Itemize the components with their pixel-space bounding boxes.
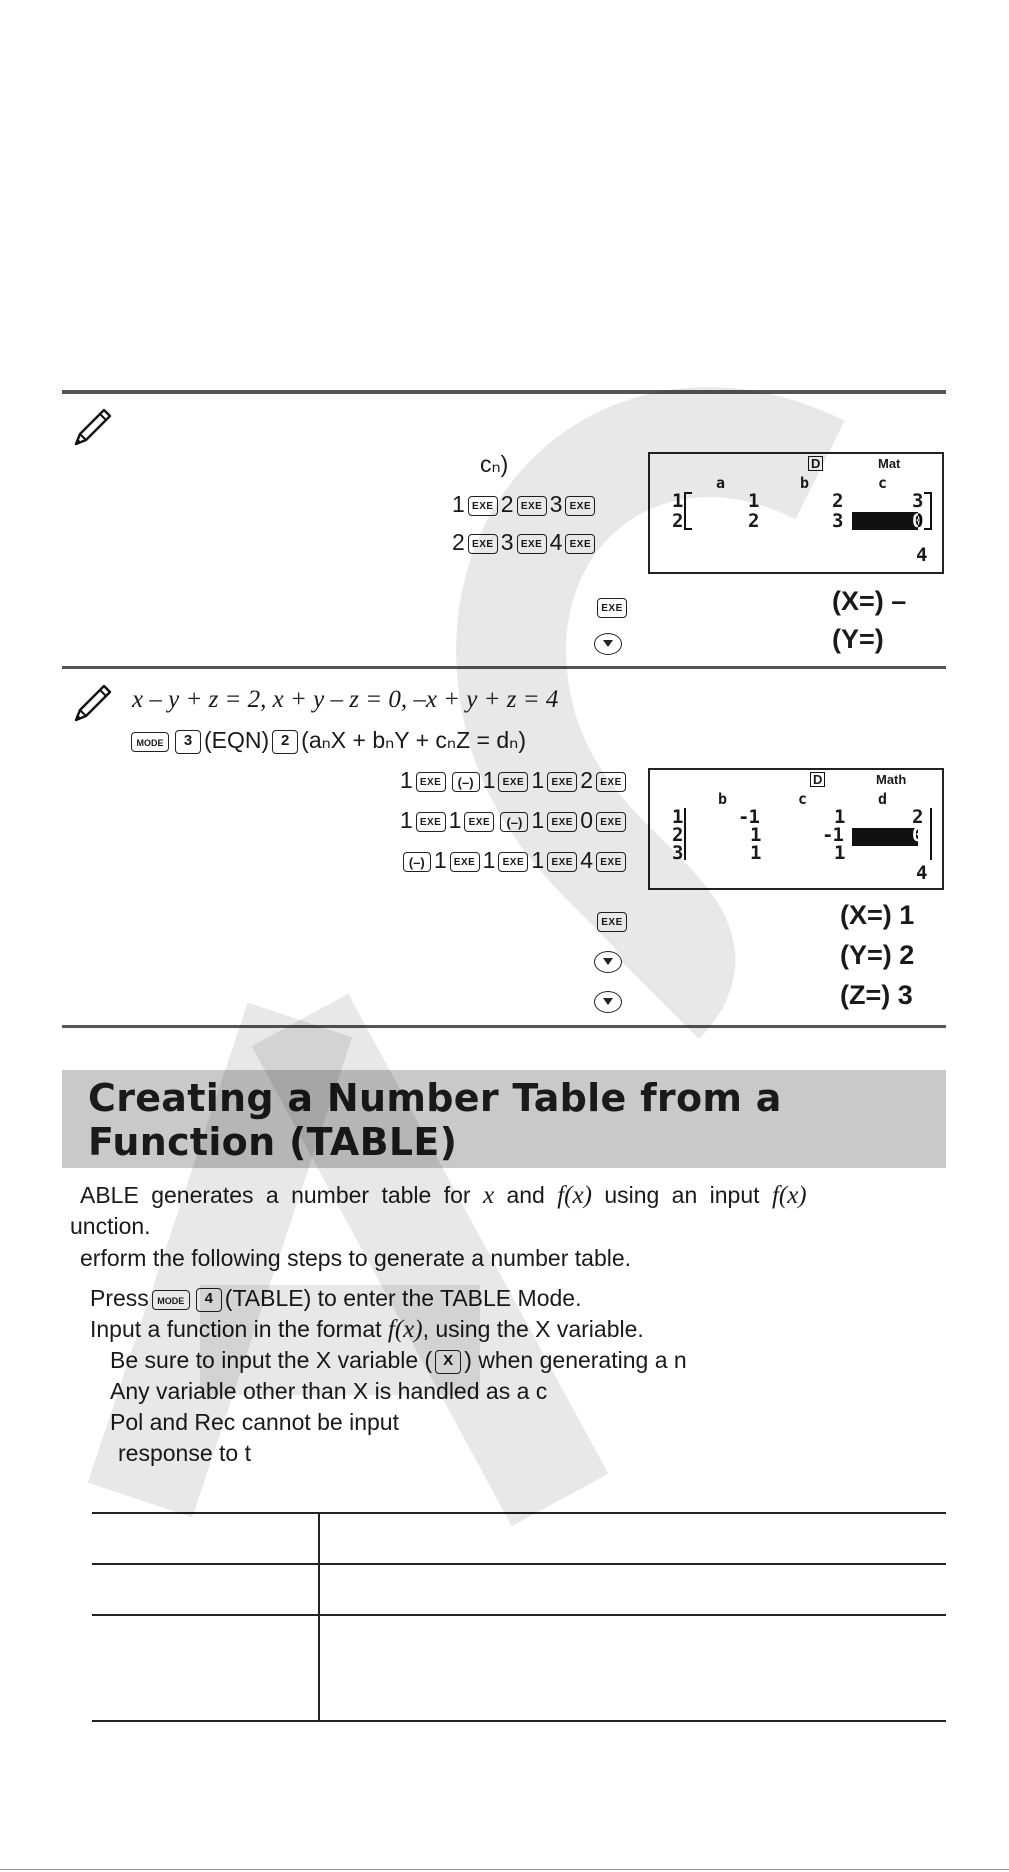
table-column-divider bbox=[318, 1512, 320, 1722]
negative-key[interactable]: (–) bbox=[403, 852, 431, 872]
value: 1 bbox=[531, 807, 545, 833]
value: 1 bbox=[531, 767, 545, 793]
example2-keys-row1 bbox=[400, 766, 629, 794]
exe-key[interactable]: EXE bbox=[416, 812, 446, 832]
result-y: (Y=) 2 bbox=[840, 940, 915, 970]
pencil-icon bbox=[70, 680, 116, 726]
cell-b1: -1 bbox=[738, 806, 759, 828]
mode-key[interactable]: MODE bbox=[152, 1290, 190, 1310]
pencil-icon bbox=[70, 404, 116, 450]
value: 1 bbox=[482, 767, 496, 793]
calculator-display-1 bbox=[648, 452, 944, 574]
cell-d2: 0 bbox=[912, 824, 923, 846]
mode-key[interactable]: MODE bbox=[131, 732, 169, 752]
exe-key[interactable]: EXE bbox=[547, 852, 577, 872]
exe-key[interactable]: EXE bbox=[565, 534, 595, 554]
section-heading bbox=[88, 1076, 782, 1164]
example2-down-press-2 bbox=[594, 986, 622, 1014]
value-3: 3 bbox=[549, 491, 563, 517]
matrix-bracket-right bbox=[926, 808, 932, 860]
cursor-block bbox=[852, 828, 918, 846]
intro-line-2: unction. bbox=[70, 1213, 151, 1239]
result-y: (Y=) bbox=[832, 624, 884, 654]
row-index-3: 3 bbox=[672, 842, 683, 864]
exe-key[interactable]: EXE bbox=[596, 852, 626, 872]
column-a: a bbox=[716, 474, 726, 492]
table-top-border bbox=[92, 1512, 946, 1514]
cell-1-2: 2 bbox=[832, 490, 843, 512]
result-z: (Z=) 3 bbox=[840, 980, 913, 1010]
negative-key[interactable]: (–) bbox=[500, 812, 528, 832]
down-arrow-key[interactable] bbox=[594, 991, 622, 1013]
exe-key[interactable]: EXE bbox=[547, 772, 577, 792]
cell-2-3: 0 bbox=[912, 510, 923, 532]
exe-key[interactable]: EXE bbox=[547, 812, 577, 832]
example2-keys-row3 bbox=[400, 846, 629, 874]
exe-key[interactable]: EXE bbox=[498, 852, 528, 872]
section-heading-band bbox=[62, 1070, 946, 1168]
column-c: c bbox=[878, 474, 888, 492]
table-row-divider bbox=[92, 1563, 946, 1565]
cell-d1: 2 bbox=[912, 806, 923, 828]
mode-indicator: Mat bbox=[878, 456, 901, 471]
bullet-2: Any variable other than X is handled as a c bbox=[110, 1378, 548, 1404]
value: 0 bbox=[580, 807, 593, 833]
value: 1 bbox=[448, 807, 462, 833]
down-arrow-key[interactable] bbox=[594, 633, 622, 655]
page-edge bbox=[0, 1869, 1009, 1870]
exe-key[interactable]: EXE bbox=[450, 852, 480, 872]
down-arrow-key[interactable] bbox=[594, 951, 622, 973]
input-value: 4 bbox=[916, 544, 927, 566]
table-bottom-border bbox=[92, 1720, 946, 1722]
cell-c3: 1 bbox=[834, 842, 845, 864]
d-indicator: D bbox=[810, 772, 825, 787]
example1-coef-note: cₙ) bbox=[480, 451, 509, 477]
negative-key[interactable]: (–) bbox=[452, 772, 480, 792]
value-3: 4 bbox=[549, 529, 563, 555]
value: 1 bbox=[399, 767, 413, 793]
heading-line-2: Function (TABLE) bbox=[88, 1120, 458, 1164]
exe-key[interactable]: EXE bbox=[596, 772, 626, 792]
middle-rule bbox=[62, 666, 946, 669]
step-1: Press MODE 4 (TABLE) to enter the TABLE Mode. bbox=[90, 1285, 582, 1311]
value-1: 2 bbox=[452, 529, 465, 555]
x-key[interactable]: X bbox=[435, 1350, 461, 1374]
bullet-3: Pol and Rec cannot be input bbox=[110, 1409, 399, 1435]
cell-2-2: 3 bbox=[832, 510, 843, 532]
cursor-block bbox=[852, 512, 918, 530]
value-2: 3 bbox=[500, 529, 514, 555]
column-d: d bbox=[878, 790, 888, 808]
bottom-rule bbox=[62, 1025, 946, 1028]
exe-key[interactable]: EXE bbox=[498, 772, 528, 792]
result-x: (X=) 1 bbox=[840, 900, 915, 930]
value-2: 2 bbox=[500, 491, 514, 517]
cell-1-1: 1 bbox=[748, 490, 759, 512]
cell-b2: 1 bbox=[750, 824, 761, 846]
value-1: 1 bbox=[452, 491, 465, 517]
row-index-1: 1 bbox=[672, 806, 683, 828]
value: 4 bbox=[580, 847, 593, 873]
example2-keys-row2 bbox=[400, 806, 629, 834]
exe-key[interactable]: EXE bbox=[464, 812, 494, 832]
result-x: (X=) – bbox=[832, 586, 907, 616]
matrix-bracket-right bbox=[924, 492, 932, 530]
example2-equations: x – y + z = 2, x + y – z = 0, –x + y + z = 4 bbox=[132, 686, 559, 713]
row-index-1: 1 bbox=[672, 490, 683, 512]
value: 1 bbox=[531, 847, 545, 873]
row-index-2: 2 bbox=[672, 824, 683, 846]
bullet-4: response to t bbox=[118, 1440, 251, 1466]
calculator-display-2 bbox=[648, 768, 944, 890]
exe-key[interactable]: EXE bbox=[596, 812, 626, 832]
column-c: c bbox=[798, 790, 808, 808]
bullet-1: Be sure to input the X variable ( X ) when generating a n bbox=[110, 1347, 687, 1373]
value: 1 bbox=[482, 847, 496, 873]
top-rule bbox=[62, 390, 946, 394]
exe-key[interactable]: EXE bbox=[517, 534, 547, 554]
key-3[interactable]: 3 bbox=[175, 730, 201, 754]
matrix-bracket-left bbox=[684, 808, 690, 860]
exe-key[interactable]: EXE bbox=[517, 496, 547, 516]
cell-2-1: 2 bbox=[748, 510, 759, 532]
cell-1-3: 3 bbox=[912, 490, 923, 512]
example1-keys-row2 bbox=[452, 528, 598, 556]
step-2: Input a function in the format f(x), using the X variable. bbox=[90, 1316, 644, 1343]
d-indicator: D bbox=[808, 456, 823, 471]
cell-c1: 1 bbox=[834, 806, 845, 828]
exe-key[interactable]: EXE bbox=[597, 598, 627, 618]
cell-c2: -1 bbox=[822, 824, 843, 846]
exe-key[interactable]: EXE bbox=[416, 772, 446, 792]
matrix-bracket-left bbox=[684, 492, 692, 530]
key-4[interactable]: 4 bbox=[196, 1288, 222, 1312]
intro-line-3: erform the following steps to generate a number table. bbox=[80, 1245, 632, 1271]
heading-line-1: Creating a Number Table from a bbox=[88, 1076, 782, 1120]
value: 1 bbox=[433, 847, 447, 873]
eqn-label: (EQN) bbox=[204, 727, 270, 753]
row-index-2: 2 bbox=[672, 510, 683, 532]
exe-key[interactable]: EXE bbox=[468, 496, 498, 516]
intro-line-1: ABLE generates a number table for x and f(x) using an input f(x) bbox=[80, 1182, 807, 1209]
column-b: b bbox=[800, 474, 810, 492]
value: 2 bbox=[580, 767, 593, 793]
input-value: 4 bbox=[916, 862, 927, 884]
key-2[interactable]: 2 bbox=[272, 730, 298, 754]
exe-key[interactable]: EXE bbox=[468, 534, 498, 554]
value: 1 bbox=[399, 807, 413, 833]
column-b: b bbox=[718, 790, 728, 808]
example1-down-press bbox=[594, 628, 622, 656]
example1-keys-row1 bbox=[452, 490, 598, 518]
cell-b3: 1 bbox=[750, 842, 761, 864]
example1-exe-press bbox=[594, 592, 630, 620]
exe-key[interactable]: EXE bbox=[565, 496, 595, 516]
example2-exe-press bbox=[594, 906, 630, 934]
mode-indicator: Math bbox=[876, 772, 907, 787]
equation-format: (aₙX + bₙY + cₙZ = dₙ) bbox=[301, 727, 526, 753]
table-row-divider bbox=[92, 1614, 946, 1616]
example2-down-press-1 bbox=[594, 946, 622, 974]
example2-mode-setup bbox=[128, 726, 526, 754]
exe-key[interactable]: EXE bbox=[597, 912, 627, 932]
